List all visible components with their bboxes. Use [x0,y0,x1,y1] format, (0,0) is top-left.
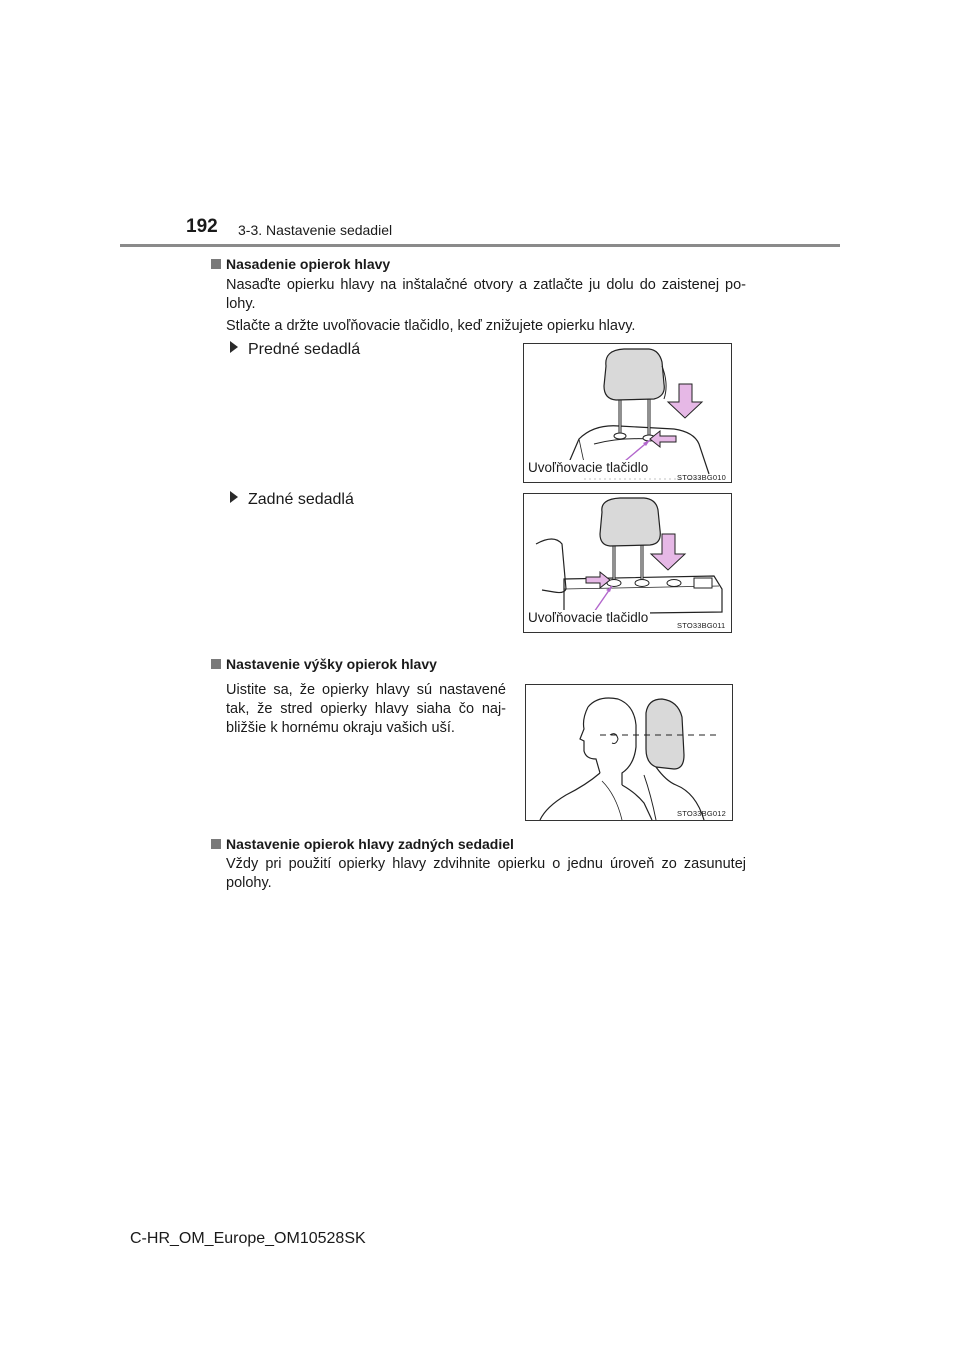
figure-rear-headrest [523,493,732,633]
square-bullet-icon [211,659,221,669]
paragraph-height: Uistite sa, že opierky hlavy sú nastavené tak, že stred opierky hlavy siaha čo naj-bližšie k hornému okraju vašich uší. [226,682,506,736]
subitem-front-seats: Predné sedadlá [230,341,360,359]
head-position-illustration [526,685,732,820]
paragraph-install: Nasaďte opierku hlavy na inštalačné otvory a zatlačte ju dolu do zaistenej po-lohy. [226,277,746,312]
figure-code: STO33BG011 [677,621,726,630]
square-bullet-icon [211,259,221,269]
triangle-bullet-icon [230,491,238,503]
subitem-rear-seats: Zadné sedadlá [230,491,354,509]
square-bullet-icon [211,839,221,849]
figure-label-release-button: Uvoľňovacie tlačidlo [528,460,649,475]
section-heading-install: Nasadenie opierok hlavy [211,256,390,272]
figure-front-headrest [523,343,732,483]
figure-code: STO33BG010 [677,473,726,482]
paragraph-release: Stlačte a držte uvoľňovacie tlačidlo, keď znižujete opierku hlavy. [226,318,636,334]
figure-code: STO33BG012 [677,809,726,818]
footer-doc-id: C-HR_OM_Europe_OM10528SK [130,1230,366,1247]
triangle-bullet-icon [230,341,238,353]
figure-head-position [525,684,733,821]
figure-label-release-button: Uvoľňovacie tlačidlo [528,610,649,625]
header-divider [120,244,840,247]
section-heading-height: Nastavenie výšky opierok hlavy [211,656,437,672]
paragraph-rear: Vždy pri použití opierky hlavy zdvihnite opierku o jednu úroveň zo zasunutej polohy. [226,856,746,891]
section-heading-rear: Nastavenie opierok hlavy zadných sedadiel [211,836,514,852]
section-title: 3-3. Nastavenie sedadiel [238,222,393,238]
page-number: 192 [186,216,218,237]
